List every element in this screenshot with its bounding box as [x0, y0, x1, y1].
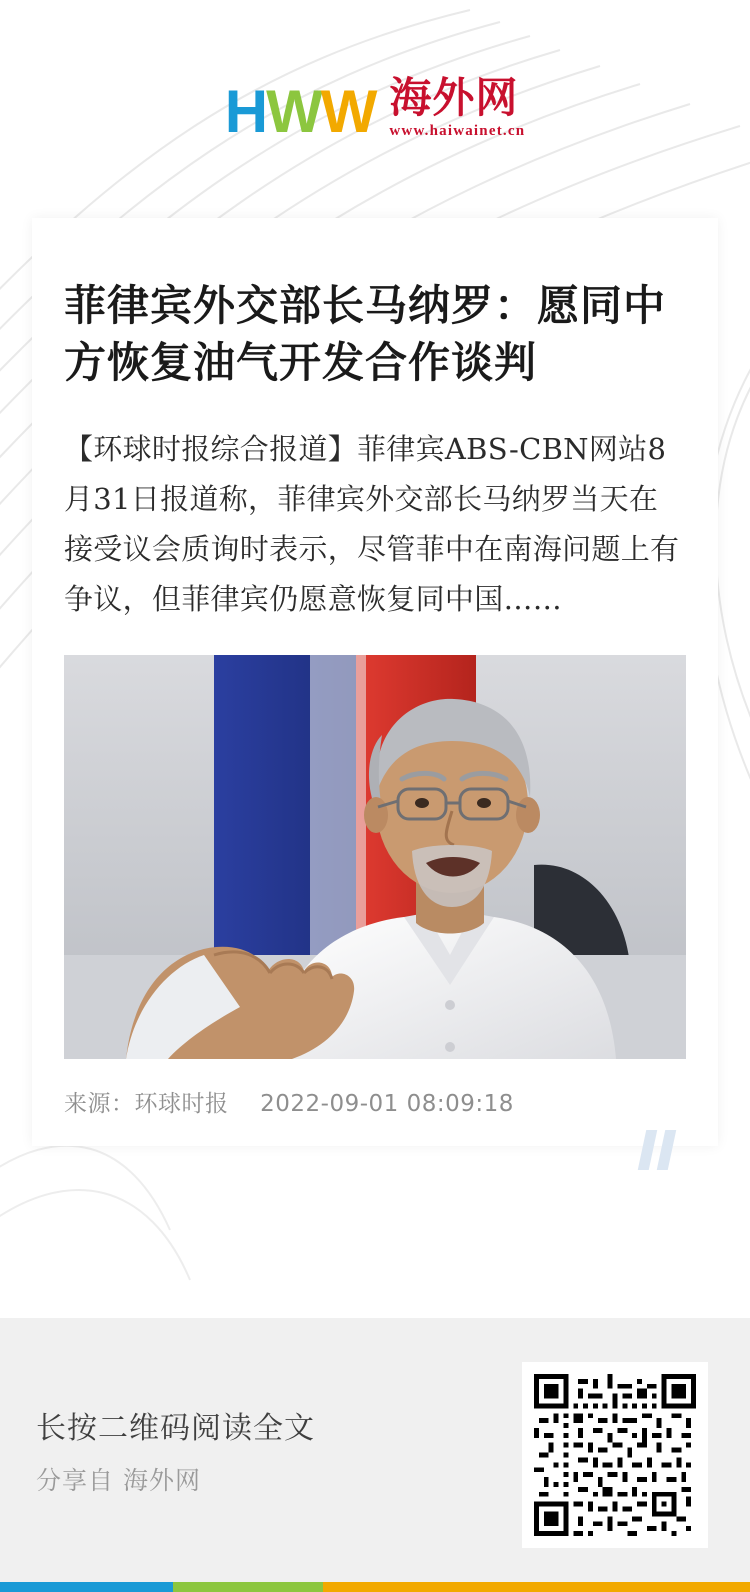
footer-bar: [0, 1318, 750, 1592]
site-header: [0, 0, 750, 218]
share-source-label: 分享自 海外网: [36, 1466, 201, 1495]
article-summary: 【环球时报综合报道】菲律宾ABS-CBN网站8月31日报道称，菲律宾外交部长马纳罗当天在接受议会质询时表示，尽管菲中在南海问题上有争议，但菲律宾仍愿意恢复同中国……: [64, 432, 680, 616]
article-title: 菲律宾外交部长马纳罗：愿同中方恢复油气开发合作谈判: [64, 281, 667, 387]
qr-code[interactable]: [522, 1362, 708, 1548]
article-meta: [64, 1085, 686, 1118]
logo-letters: [224, 78, 376, 146]
color-bar-yellow: [323, 1582, 750, 1592]
quote-decoration: [642, 1130, 672, 1170]
logo-chinese-name: 海外网: [389, 72, 519, 122]
color-bar-green: [173, 1582, 323, 1592]
article-card[interactable]: [32, 218, 718, 1146]
color-bar-blue: [0, 1582, 173, 1592]
logo-website-url: www.haiwainet.cn: [389, 123, 526, 140]
qr-cta-label: 长按二维码阅读全文: [36, 1411, 315, 1446]
logo-letter-w1: W: [266, 78, 321, 146]
article-datetime: 2022-09-01 08:09:18: [260, 1090, 514, 1117]
brand-color-bar: [0, 1582, 750, 1592]
article-image: [64, 655, 686, 1059]
logo-letter-h: H: [224, 78, 267, 146]
logo-letter-w2: W: [320, 78, 376, 146]
article-source: 来源：环球时报: [64, 1090, 229, 1117]
site-logo[interactable]: [224, 72, 526, 146]
